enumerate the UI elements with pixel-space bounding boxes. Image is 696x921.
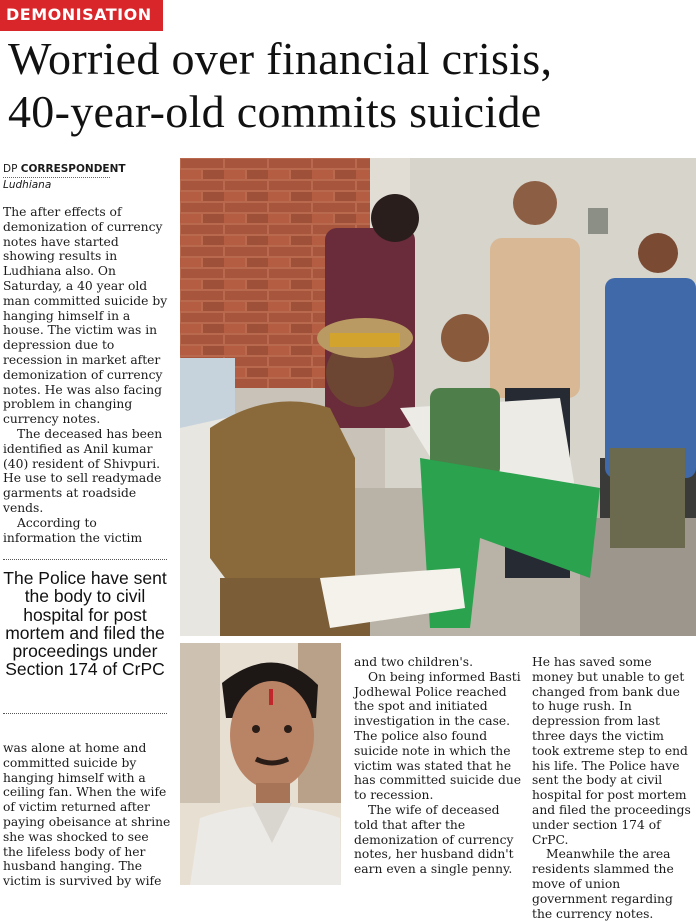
dateline: Ludhiana: [3, 179, 52, 191]
article-column-1: [3, 205, 171, 545]
paragraph: According to information the victim: [3, 515, 143, 545]
section-tag: [0, 0, 163, 31]
paragraph: The after effects of demonization of currency notes have started showing results in Ludhiana also. On Saturday, a 40 year old man committed suicide by hanging himself in a house. The victim was in depression due to recession in market after demonization of currency notes. He was also facing problem in changing currency notes.: [3, 205, 168, 427]
byline: [3, 162, 126, 176]
article-column-4: [532, 655, 694, 921]
pullquote-divider-bottom: [3, 713, 167, 714]
victim-portrait-photo: [180, 643, 341, 885]
pull-quote: The Police have sent the body to civil hospital for post mortem and filed the proceedings under Section 174 of CrPC: [3, 568, 167, 680]
paragraph: and two children's.: [354, 655, 474, 669]
paragraph: Meanwhile the area residents slammed the move of union government regarding the currency notes.: [532, 847, 674, 921]
byline-prefix: DP: [3, 163, 18, 175]
section-tag-label: DEMONISATION: [6, 5, 152, 24]
news-photo-police-with-family: [180, 158, 696, 636]
paragraph: He has saved some money but unable to get changed from bank due to huge rush. In depression from last three days the victim took extreme step to end his life. The Police have sent the body at civil hospital for post mortem and filed the proceedings under section 174 of CrPC.: [532, 655, 691, 847]
article-column-3: [354, 655, 524, 877]
headline: [8, 32, 694, 138]
headline-line-1: Worried over financial crisis,: [8, 33, 553, 84]
byline-name: CORRESPONDENT: [20, 163, 126, 175]
article-column-1-continued: [3, 741, 171, 889]
paragraph: On being informed Basti Jodhewal Police reached the spot and initiated investigation in the case. The police also found suicide note in which the victim was stated that he has committed suicide due to recession.: [354, 669, 522, 803]
headline-line-2: 40-year-old commits suicide: [8, 86, 542, 137]
paragraph: The deceased has been identified as Anil kumar (40) resident of Shivpuri. He use to sell readymade garments at roadside vends.: [3, 426, 163, 515]
paragraph: The wife of deceased told that after the demonization of currency notes, her husband didn't earn even a single penny.: [354, 802, 514, 877]
pullquote-divider-top: [3, 559, 167, 560]
byline-divider: [3, 177, 110, 178]
paragraph: was alone at home and committed suicide by hanging himself with a ceiling fan. When the wife of victim returned after paying obeisance at shrine she was shocked to see the lifeless body of her husband hanging. The victim is survived by wife: [3, 741, 171, 889]
